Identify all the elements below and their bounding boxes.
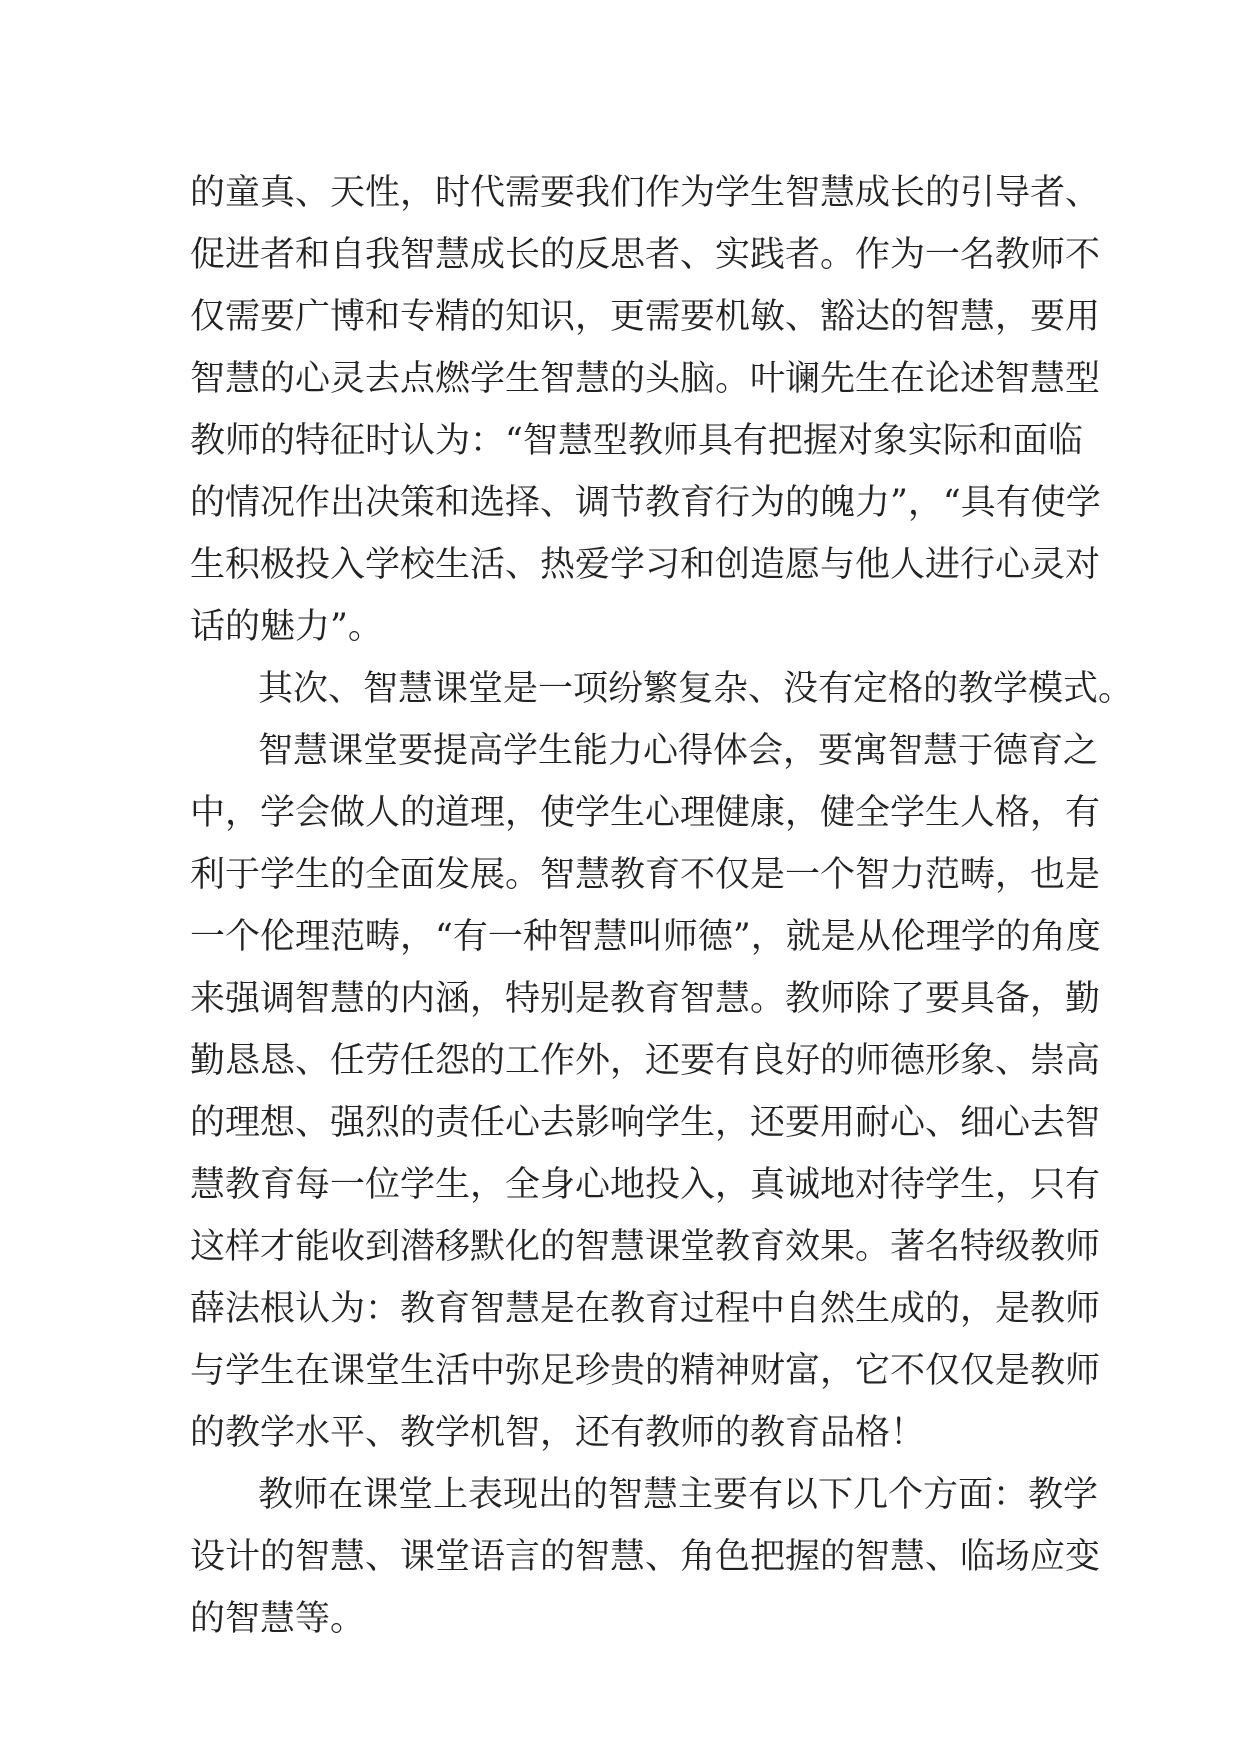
text-line: 设计的智慧、课堂语言的智慧、角色把握的智慧、临场应变	[190, 1537, 1101, 1577]
text-line: 促进者和自我智慧成长的反思者、实践者。作为一名教师不	[190, 235, 1101, 275]
text-line: 与学生在课堂生活中弥足珍贵的精神财富，它不仅仅是教师	[190, 1351, 1101, 1391]
paragraph	[190, 1464, 1101, 1650]
text-line: 教师的特征时认为：“智慧型教师具有把握对象实际和面临	[190, 421, 1083, 461]
text-line: 智慧的心灵去点燃学生智慧的头脑。叶谰先生在论述智慧型	[190, 359, 1101, 399]
text-line: 话的魅力”。	[190, 607, 383, 647]
text-line: 的理想、强烈的责任心去影响学生，还要用耐心、细心去智	[190, 1103, 1101, 1143]
text-line: 利于学生的全面发展。智慧教育不仅是一个智力范畴，也是	[190, 855, 1101, 895]
text-line: 的情况作出决策和选择、调节教育行为的魄力”，“具有使学	[190, 483, 1101, 523]
document-body	[190, 162, 1134, 1650]
text-line: 慧教育每一位学生，全身心地投入，真诚地对待学生，只有	[190, 1165, 1101, 1205]
paragraph	[190, 720, 1101, 1464]
text-line: 教师在课堂上表现出的智慧主要有以下几个方面：教学	[258, 1475, 1099, 1515]
text-line: 来强调智慧的内涵，特别是教育智慧。教师除了要具备，勤	[190, 979, 1101, 1019]
text-line: 的童真、天性，时代需要我们作为学生智慧成长的引导者、	[190, 173, 1101, 213]
text-line: 中，学会做人的道理，使学生心理健康，健全学生人格，有	[190, 793, 1101, 833]
text-line: 其次、智慧课堂是一项纷繁复杂、没有定格的教学模式。	[258, 669, 1134, 709]
paragraph	[190, 162, 1101, 658]
text-line: 勤恳恳、任劳任怨的工作外，还要有良好的师德形象、崇高	[190, 1041, 1101, 1081]
text-line: 仅需要广博和专精的知识，更需要机敏、豁达的智慧，要用	[190, 297, 1101, 337]
paragraph	[190, 658, 1134, 720]
text-line: 的智慧等。	[190, 1599, 366, 1639]
text-line: 智慧课堂要提高学生能力心得体会，要寓智慧于德育之	[258, 731, 1099, 771]
text-line: 这样才能收到潜移默化的智慧课堂教育效果。著名特级教师	[190, 1227, 1101, 1267]
text-line: 一个伦理范畴，“有一种智慧叫师德”，就是从伦理学的角度	[190, 917, 1101, 957]
text-line: 生积极投入学校生活、热爱学习和创造愿与他人进行心灵对	[190, 545, 1101, 585]
text-line: 薛法根认为：教育智慧是在教育过程中自然生成的，是教师	[190, 1289, 1101, 1329]
text-line: 的教学水平、教学机智，还有教师的教育品格！	[190, 1413, 926, 1453]
